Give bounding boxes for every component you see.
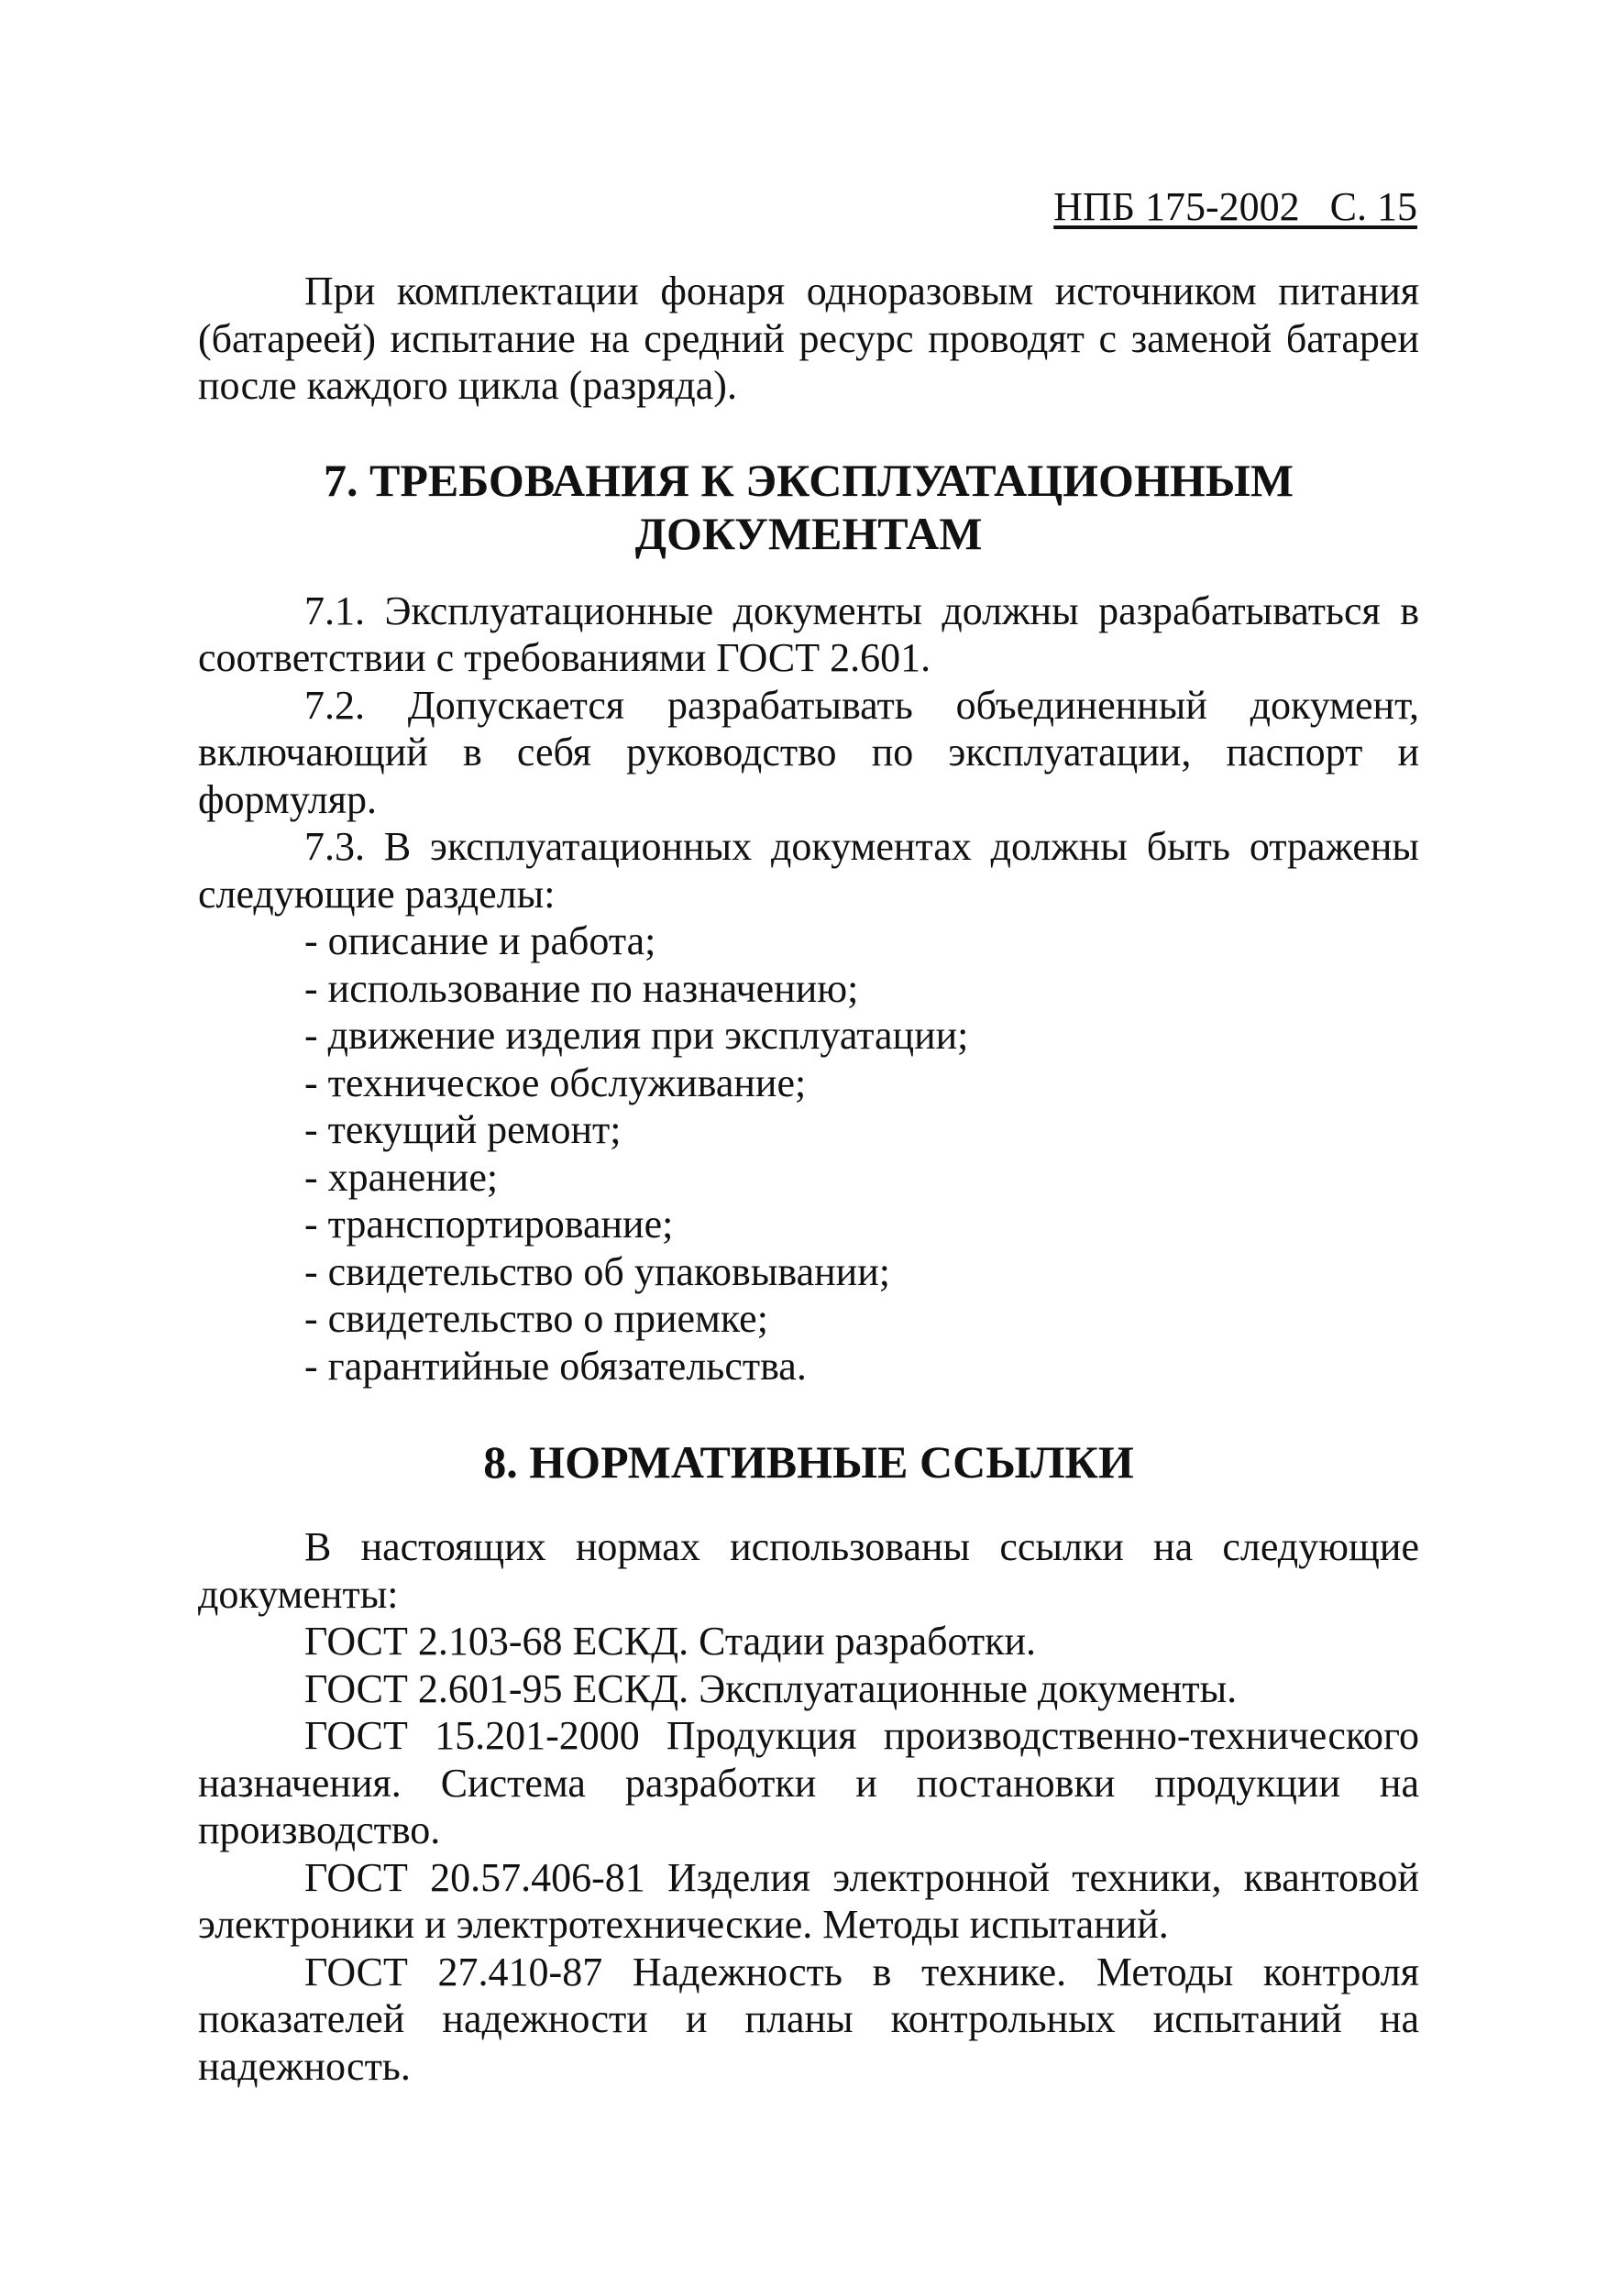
section-7-heading xyxy=(198,454,1419,560)
reference-item: ГОСТ 27.410-87 Надежность в технике. Методы контроля показателей надежности и планы контрольных испытаний на надежность. xyxy=(198,1949,1419,2089)
sections-list xyxy=(198,917,1419,1390)
reference-item: ГОСТ 2.601-95 ЕСКД. Эксплуатационные документы. xyxy=(304,1665,1238,1711)
reference-item: ГОСТ 20.57.406-81 Изделия электронной техники, квантовой электроники и электротехнические. Методы испытаний. xyxy=(198,1854,1419,1947)
list-item: - движение изделия при эксплуатации; xyxy=(304,1013,969,1058)
list-item: - хранение; xyxy=(304,1154,499,1200)
section-7-heading-line-2: ДОКУМЕНТАМ xyxy=(634,507,983,559)
references-intro: В настоящих нормах использованы ссылки на следующие документы: xyxy=(198,1524,1419,1617)
list-item: - свидетельство об упаковывании; xyxy=(304,1248,890,1294)
list-item: - транспортирование; xyxy=(304,1202,674,1247)
list-item: - гарантийные обязательства. xyxy=(304,1343,807,1389)
clause-7-2: 7.2. Допускается разрабатывать объединенный документ, включающий в себя руководство по эксплуатации, паспорт и формуляр. xyxy=(198,682,1419,822)
intro-paragraph: При комплектации фонаря одноразовым источником питания (батареей) испытание на средний ресурс проводят с заменой батареи после каждого цикла (разряда). xyxy=(198,269,1419,408)
list-item: - техническое обслуживание; xyxy=(304,1060,807,1105)
clause-7-1: 7.1. Эксплуатационные документы должны разрабатываться в соответствии с требованиями ГОСТ 2.601. xyxy=(198,588,1419,680)
reference-item: ГОСТ 2.103-68 ЕСКД. Стадии разработки. xyxy=(304,1619,1037,1664)
list-item: - текущий ремонт; xyxy=(304,1107,622,1152)
list-item: - свидетельство о приемке; xyxy=(304,1296,768,1341)
page-content xyxy=(198,268,1419,2090)
section-7-heading-line-1: 7. ТРЕБОВАНИЯ К ЭКСПЛУАТАЦИОННЫМ xyxy=(323,454,1294,506)
page-header: НПБ 175-2002 С. 15 xyxy=(1053,184,1417,229)
reference-item: ГОСТ 15.201-2000 Продукция производственно-технического назначения. Система разработки и постановки продукции на производство. xyxy=(198,1713,1419,1852)
section-8-heading: 8. НОРМАТИВНЫЕ ССЫЛКИ xyxy=(483,1436,1134,1488)
clause-7-3: 7.3. В эксплуатационных документах должны быть отражены следующие разделы: xyxy=(198,824,1419,917)
list-item: - описание и работа; xyxy=(304,918,656,963)
list-item: - использование по назначению; xyxy=(304,965,859,1011)
